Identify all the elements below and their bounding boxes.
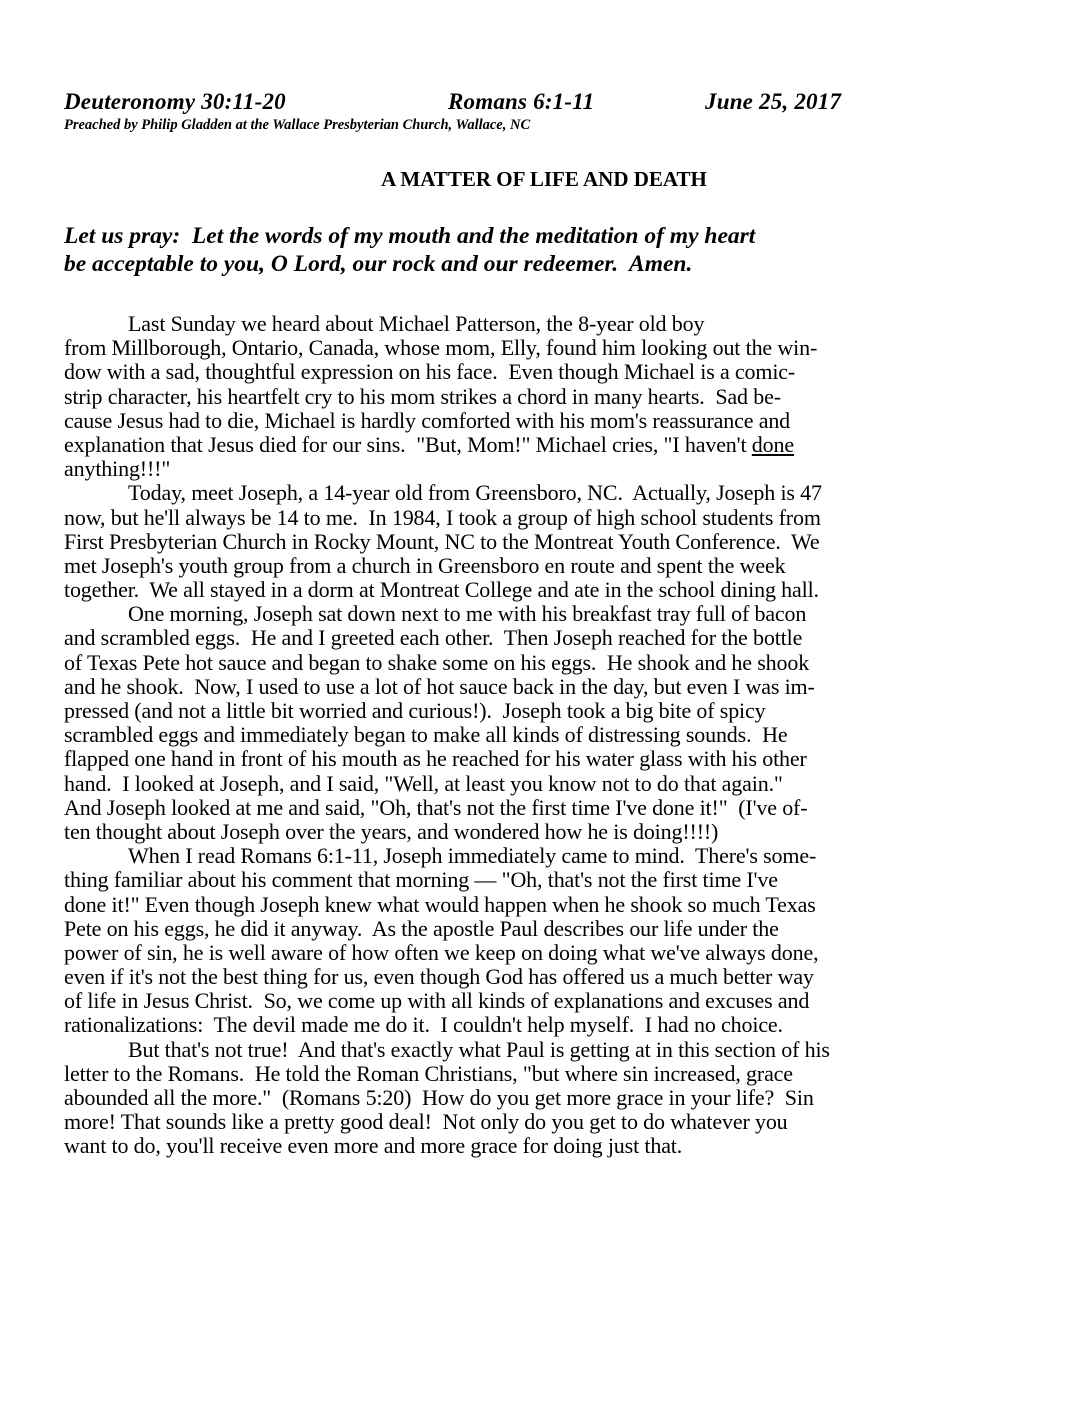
body-line-text: flapped one hand in front of his mouth as he reached for his water glass with his other bbox=[64, 746, 807, 772]
paragraph-first-line bbox=[64, 602, 1024, 626]
body-line-text: Pete on his eggs, he did it anyway. As the apostle Paul describes our life under the bbox=[64, 915, 779, 941]
body-line-text: now, but he'll always be 14 to me. In 1984, I took a group of high school students from bbox=[64, 504, 821, 530]
body-line bbox=[64, 336, 1024, 360]
body-line bbox=[64, 917, 1024, 941]
preacher-line: Preached by Philip Gladden at the Wallace Presbyterian Church, Wallace, NC bbox=[64, 117, 531, 133]
body-line bbox=[64, 796, 1024, 820]
body-line bbox=[64, 1110, 1024, 1134]
body-line-text: cause Jesus had to die, Michael is hardly comforted with his mom's reassurance and bbox=[64, 407, 791, 433]
body-line bbox=[64, 747, 1024, 771]
body-line-text: together. We all stayed in a dorm at Montreat College and ate in the school dining hall. bbox=[64, 577, 819, 603]
body-line-text: But that's not true! And that's exactly what Paul is getting at in this section of his bbox=[128, 1036, 830, 1062]
sermon-date: June 25, 2017 bbox=[705, 89, 842, 114]
body-line-text: and he shook. Now, I used to use a lot of hot sauce back in the day, but even I was im- bbox=[64, 673, 815, 699]
body-line-text: met Joseph's youth group from a church in Greensboro en route and spent the week bbox=[64, 552, 786, 578]
body-line-text: hand. I looked at Joseph, and I said, "Well, at least you know not to do that again." bbox=[64, 770, 783, 796]
reading-deuteronomy: Deuteronomy 30:11-20 bbox=[64, 89, 286, 114]
underlined-word: done bbox=[751, 431, 794, 457]
body-line-text: ten thought about Joseph over the years, and wondered how he is doing!!!!) bbox=[64, 818, 719, 844]
body-line-text: When I read Romans 6:1-11, Joseph immediately came to mind. There's some- bbox=[128, 843, 817, 869]
body-line-text: strip character, his heartfelt cry to his mom strikes a chord in many hearts. Sad be- bbox=[64, 383, 781, 409]
opening-prayer bbox=[64, 222, 1024, 278]
body-line bbox=[64, 723, 1024, 747]
paragraph-first-line bbox=[64, 312, 1024, 336]
body-line bbox=[64, 699, 1024, 723]
sermon-title-text: A MATTER OF LIFE AND DEATH bbox=[381, 167, 707, 191]
body-line-text: from Millborough, Ontario, Canada, whose mom, Elly, found him looking out the win- bbox=[64, 335, 818, 361]
body-line bbox=[64, 1013, 1024, 1037]
prayer-line: be acceptable to you, O Lord, our rock and our redeemer. Amen. bbox=[64, 251, 693, 277]
sermon-header bbox=[64, 88, 1024, 134]
body-line bbox=[64, 1062, 1024, 1086]
scripture-references bbox=[64, 88, 1024, 116]
sermon-title bbox=[0, 165, 1088, 193]
body-line bbox=[64, 868, 1024, 892]
body-line-text: of life in Jesus Christ. So, we come up with all kinds of explanations and excuses and bbox=[64, 988, 810, 1014]
body-line bbox=[64, 820, 1024, 844]
body-line bbox=[64, 554, 1024, 578]
body-line-text: Last Sunday we heard about Michael Patterson, the 8-year old boy bbox=[128, 311, 705, 336]
paragraph-first-line bbox=[64, 1038, 1024, 1062]
body-line-text: scrambled eggs and immediately began to make all kinds of distressing sounds. He bbox=[64, 722, 788, 748]
reading-romans: Romans 6:1-11 bbox=[448, 89, 595, 114]
paragraph-first-line bbox=[64, 844, 1024, 868]
body-line-text: First Presbyterian Church in Rocky Mount, NC to the Montreat Youth Conference. We bbox=[64, 528, 820, 554]
body-line bbox=[64, 989, 1024, 1013]
body-line bbox=[64, 893, 1024, 917]
body-line-text: rationalizations: The devil made me do it. I couldn't help myself. I had no choice. bbox=[64, 1012, 783, 1038]
body-line bbox=[64, 772, 1024, 796]
body-line bbox=[64, 506, 1024, 530]
body-line bbox=[64, 1134, 1024, 1158]
body-line bbox=[64, 433, 1024, 457]
body-line-text: explanation that Jesus died for our sins. "But, Mom!" Michael cries, "I haven't bbox=[64, 431, 752, 457]
body-line-text: pressed (and not a little bit worried and curious!). Joseph took a big bite of spicy bbox=[64, 698, 766, 723]
body-line-text: And Joseph looked at me and said, "Oh, that's not the first time I've done it!" (I've of- bbox=[64, 794, 808, 820]
body-line bbox=[64, 651, 1024, 675]
body-line-text: One morning, Joseph sat down next to me with his breakfast tray full of bacon bbox=[128, 601, 807, 627]
body-line bbox=[64, 1086, 1024, 1110]
body-line-text: thing familiar about his comment that morning — "Oh, that's not the first time I've bbox=[64, 867, 778, 893]
body-line bbox=[64, 409, 1024, 433]
body-line-text: abounded all the more." (Romans 5:20) How do you get more grace in your life? Sin bbox=[64, 1085, 814, 1110]
body-line bbox=[64, 578, 1024, 602]
body-line bbox=[64, 385, 1024, 409]
body-line-text: of Texas Pete hot sauce and began to shake some on his eggs. He shook and he shook bbox=[64, 649, 810, 675]
body-line bbox=[64, 626, 1024, 650]
body-line bbox=[64, 941, 1024, 965]
body-line bbox=[64, 360, 1024, 384]
body-line-text: and scrambled eggs. He and I greeted each other. Then Joseph reached for the bottle bbox=[64, 625, 803, 651]
body-line-text: dow with a sad, thoughtful expression on his face. Even though Michael is a comic- bbox=[64, 359, 796, 385]
body-line-text: more! That sounds like a pretty good deal! Not only do you get to do whatever you bbox=[64, 1109, 788, 1135]
body-line-text: done it!" Even though Joseph knew what would happen when he shook so much Texas bbox=[64, 891, 816, 917]
prayer-line: Let us pray: Let the words of my mouth and the meditation of my heart bbox=[64, 223, 756, 249]
body-line-text: want to do, you'll receive even more and more grace for doing just that. bbox=[64, 1133, 683, 1159]
body-line bbox=[64, 965, 1024, 989]
body-line-text: power of sin, he is well aware of how often we keep on doing what we've always done, bbox=[64, 939, 819, 965]
body-line-text: even if it's not the best thing for us, even though God has offered us a much better way bbox=[64, 964, 814, 990]
paragraph-first-line bbox=[64, 481, 1024, 505]
body-line-text: letter to the Romans. He told the Roman Christians, "but where sin increased, grace bbox=[64, 1060, 793, 1086]
body-line bbox=[64, 530, 1024, 554]
body-line-text: anything!!!" bbox=[64, 456, 171, 482]
body-line bbox=[64, 457, 1024, 481]
sermon-body bbox=[64, 312, 1024, 1159]
body-line-text: Today, meet Joseph, a 14-year old from Greensboro, NC. Actually, Joseph is 47 bbox=[128, 480, 822, 506]
body-line bbox=[64, 675, 1024, 699]
